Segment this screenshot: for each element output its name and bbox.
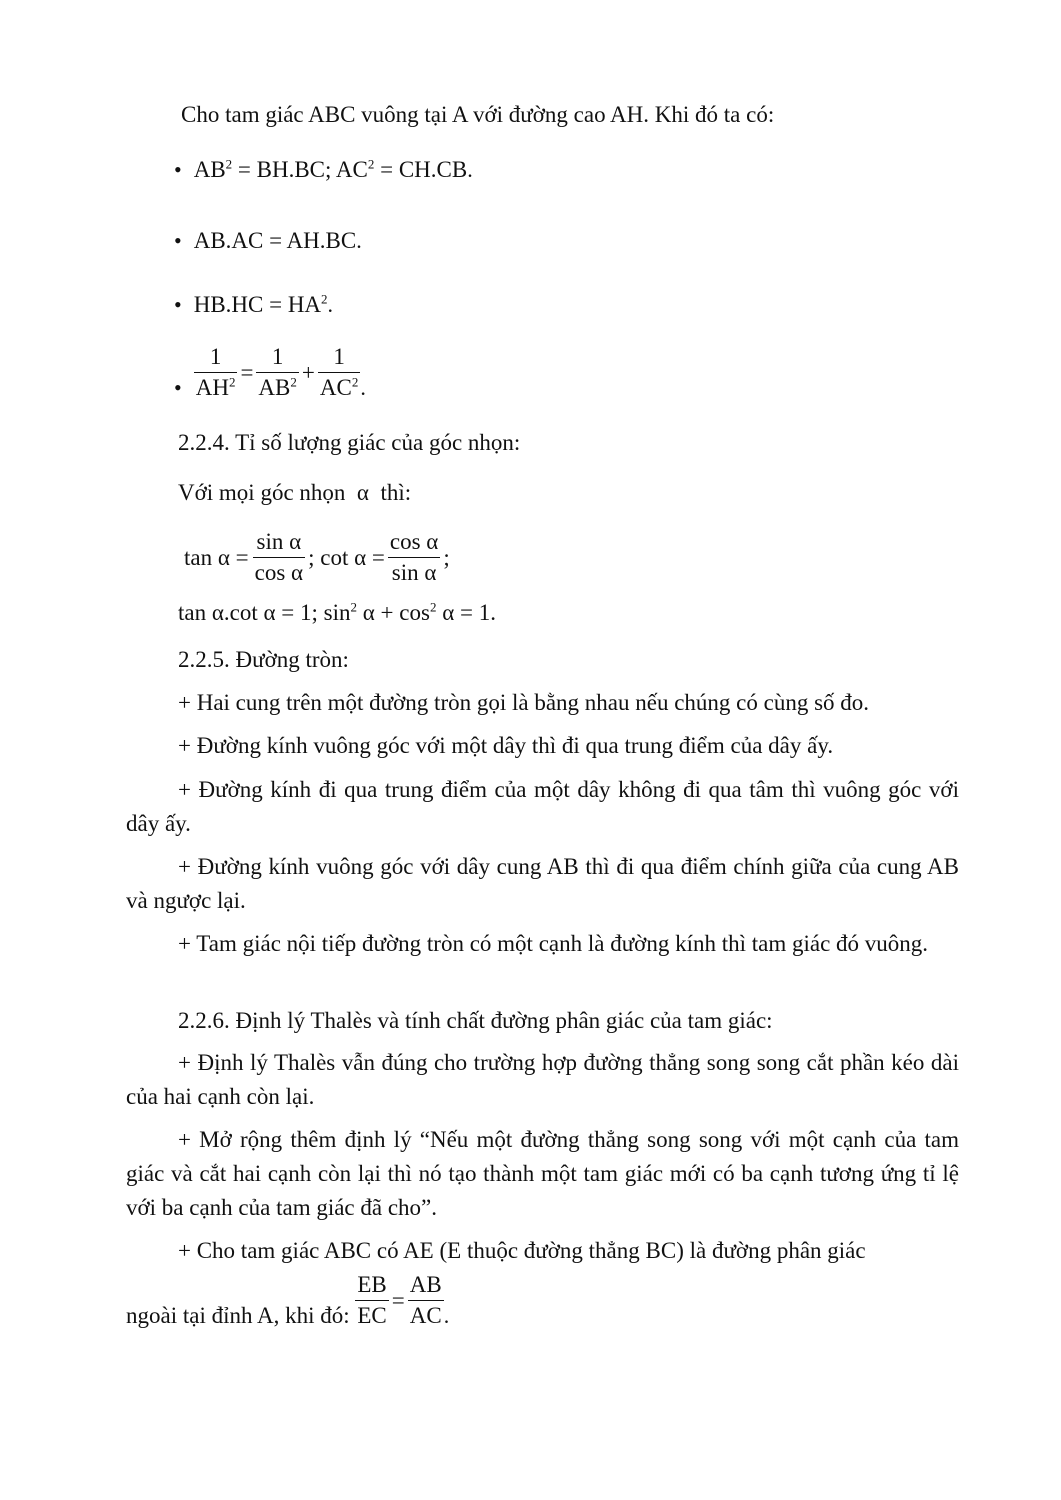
fraction: $\frac{AB}{AC}$ (408, 1270, 444, 1331)
section-2-2-6: 2.2.6. Định lý Thalès và tính chất đường phân giác của tam giác: (178, 1008, 773, 1033)
thales-point-2: + Mở rộng thêm định lý “Nếu một đường thẳng song song với một cạnh của tam giác và cắt hai cạnh còn lại thì nó tạo thành một tam giác mới có ba cạnh tương ứng tỉ lệ với ba cạnh của tam giác đã cho”. (126, 1127, 959, 1220)
circle-point-3: + Đường kính đi qua trung điểm của một dây không đi qua tâm thì vuông góc với dây ấy. (126, 777, 959, 836)
fraction: $\frac{1}{AB^2}$ (256, 342, 298, 403)
formula-ab-ac-ah-bc: • AB.AC = AH.BC. (174, 228, 362, 253)
intro-text: Cho tam giác ABC vuông tại A với đường cao AH. Khi đó ta có: (181, 102, 775, 127)
formula-hb-hc: • $HB.HC = HA^2$. (174, 291, 334, 317)
fraction: $\frac{EB}{EC}$ (355, 1270, 388, 1331)
alpha-symbol: α (356, 480, 369, 505)
bullet: • (174, 292, 182, 317)
fraction: $\frac{\text{sin α}}{\text{cos α}}$ (253, 527, 305, 588)
section-2-2-4: 2.2.4. Tỉ số lượng giác của góc nhọn: (178, 430, 521, 455)
formula-ab-ac: • $AB^2 = BH.BC$; $AC^2 = CH.CB$. (174, 156, 473, 182)
fraction: $\frac{1}{AH^2}$ (194, 342, 238, 403)
formula-reciprocal: • $\frac{1}{AH^2}$ = $\frac{1}{AB^2}$ + $\frac{1}{AC^2}$ . (174, 342, 366, 403)
circle-point-4: + Đường kính vuông góc với dây cung AB thì đi qua điểm chính giữa của cung AB và ngược lại. (126, 854, 959, 913)
bullet: • (174, 375, 182, 400)
circle-point-2: + Đường kính vuông góc với một dây thì đi qua trung điểm của dây ấy. (178, 733, 834, 758)
fraction: $\frac{1}{AC^2}$ (318, 342, 360, 403)
circle-point-1: + Hai cung trên một đường tròn gọi là bằng nhau nếu chúng có cùng số đo. (178, 690, 870, 715)
thales-point-3: + Cho tam giác ABC có AE (E thuộc đường thẳng BC) là đường phân giác (178, 1238, 866, 1263)
formula-identity: tan α.cot α = 1; $\sin^2 \alpha + \cos^2 \alpha = 1$. (178, 599, 496, 625)
bisector-formula-line: ngoài tại đỉnh A, khi đó: $\frac{EB}{EC}$ = $\frac{AB}{AC}$ . (126, 1270, 449, 1331)
fraction: $\frac{\text{cos α}}{\text{sin α}}$ (388, 527, 440, 588)
formula-tan-cot: tan α = $\frac{\text{sin α}}{\text{cos α}}$ ; cot α = $\frac{\text{cos α}}{\text{sin α}}$ ; (184, 527, 453, 588)
thales-point-1: + Định lý Thalès vẫn đúng cho trường hợp đường thẳng song song cắt phần kéo dài của hai cạnh còn lại. (126, 1050, 959, 1109)
acute-angle-line: Với mọi góc nhọn α thì: (178, 480, 412, 505)
bullet: • (174, 228, 182, 253)
bullet: • (174, 157, 182, 182)
circle-point-5: + Tam giác nội tiếp đường tròn có một cạnh là đường kính thì tam giác đó vuông. (178, 931, 929, 956)
section-2-2-5: 2.2.5. Đường tròn: (178, 647, 349, 672)
